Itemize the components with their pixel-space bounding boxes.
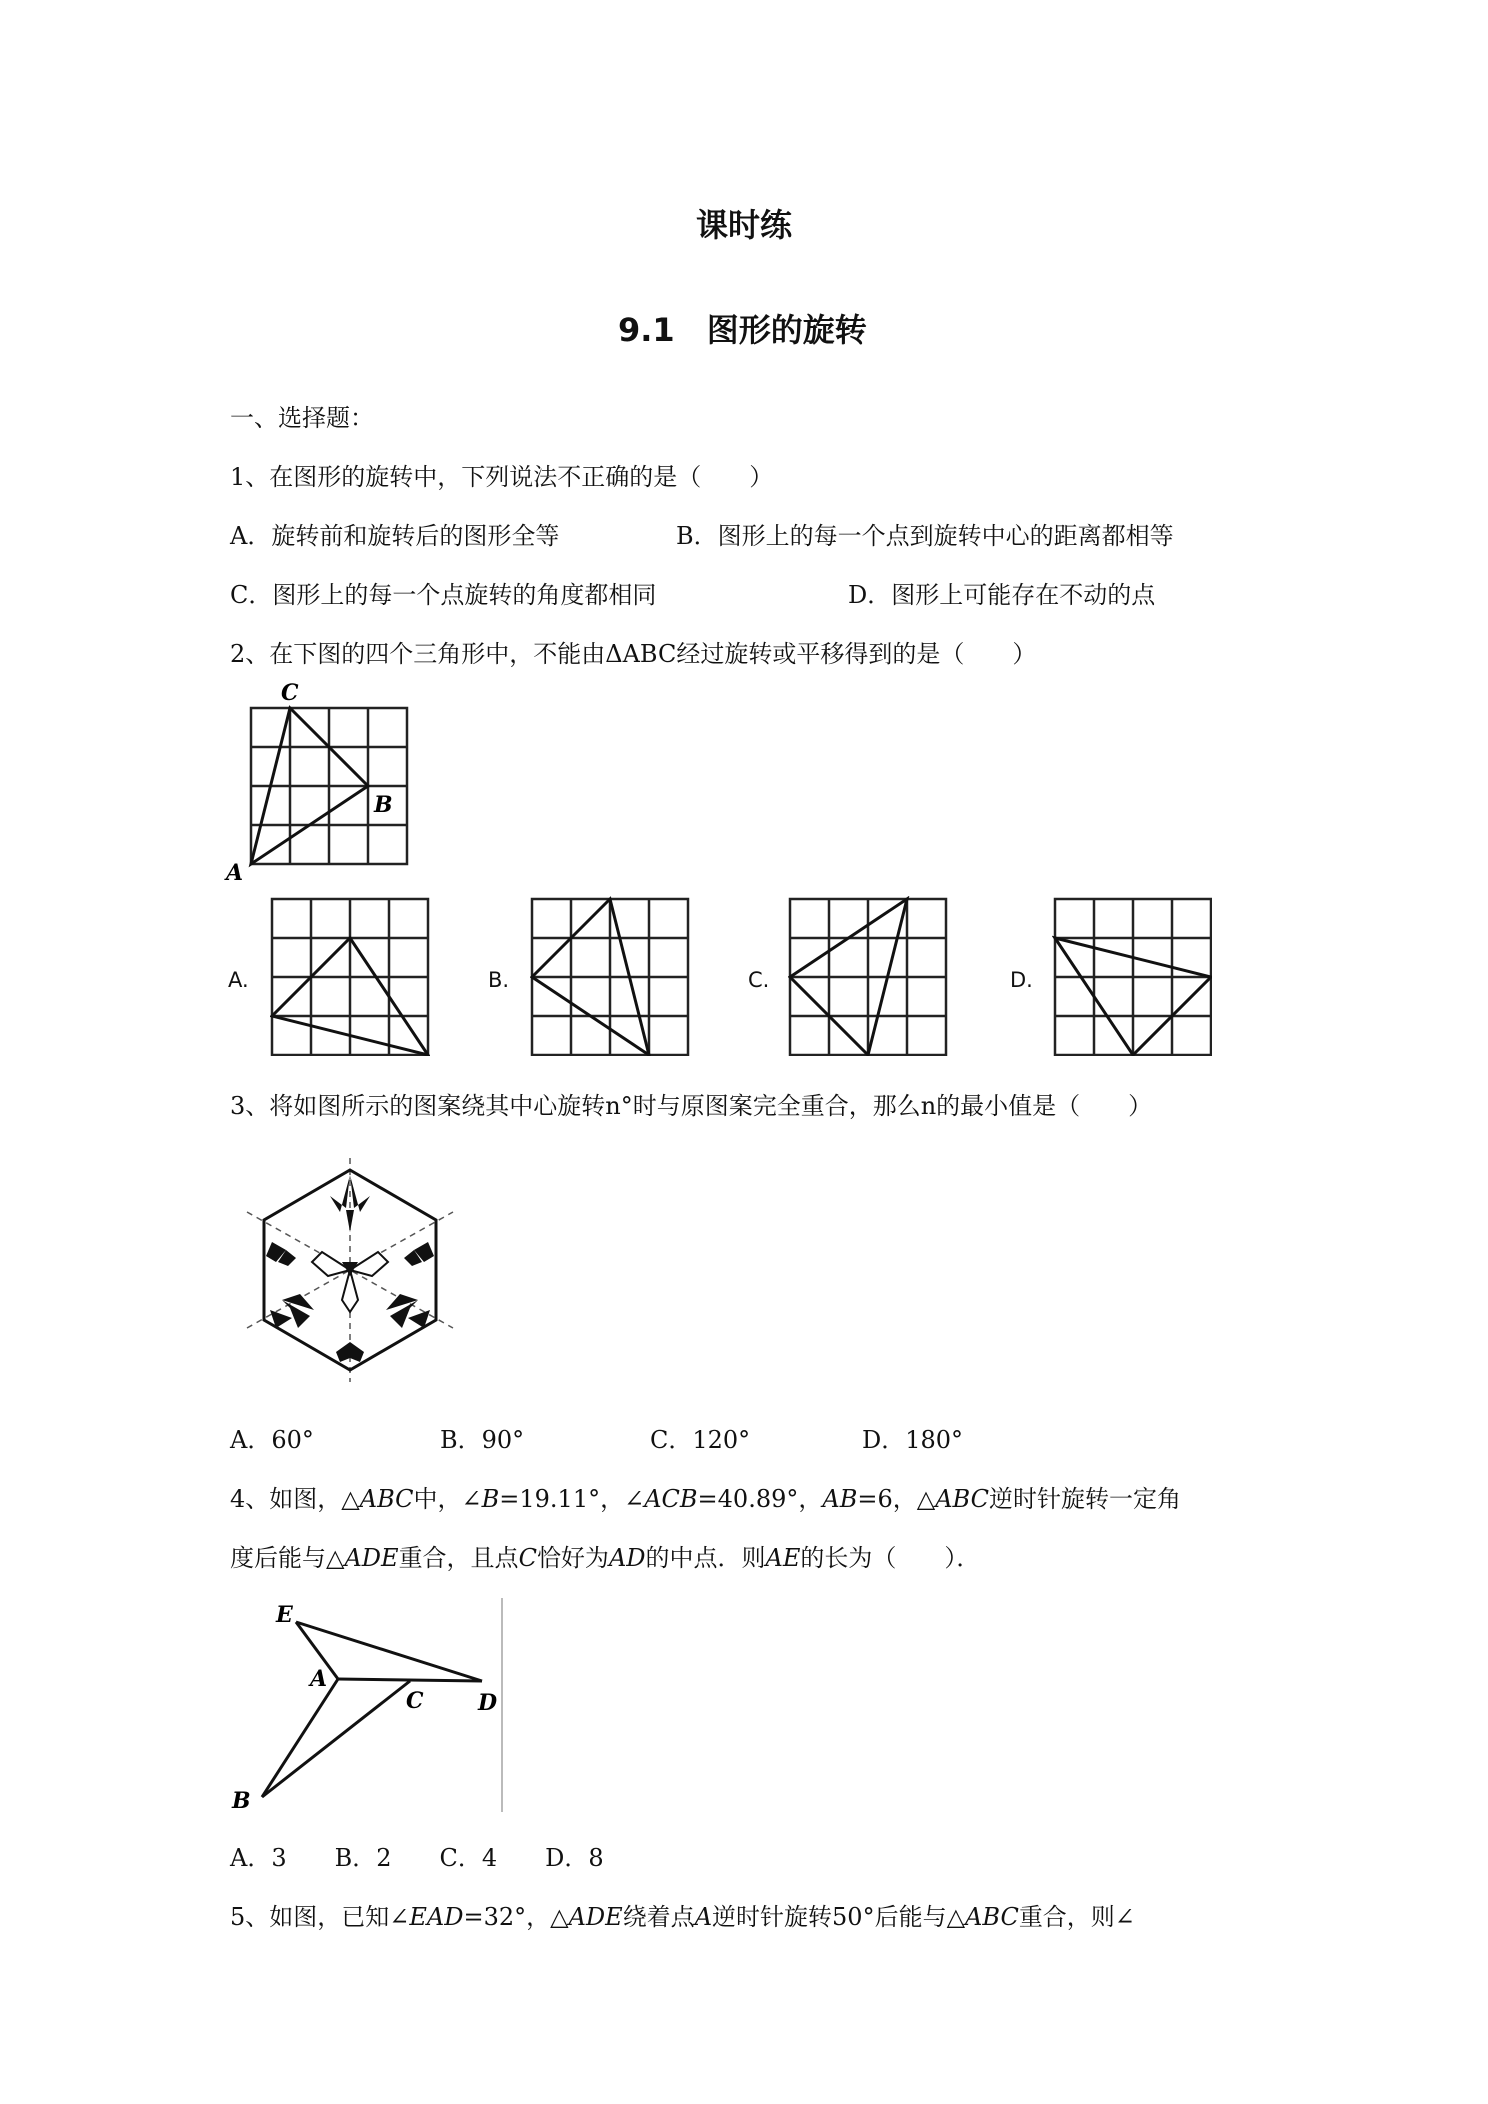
q4-text: =19.11°，∠ bbox=[499, 1485, 645, 1513]
q5-var: ABC bbox=[965, 1903, 1019, 1931]
q2-stem: 2、在下图的四个三角形中，不能由ΔABC经过旋转或平移得到的是（ ） bbox=[230, 640, 1037, 668]
q4-var: AB bbox=[822, 1485, 858, 1513]
q2-label-c: C bbox=[281, 680, 299, 706]
q4-options: A．3 B．2 C．4 D．8 bbox=[230, 1844, 604, 1872]
q4-text: 的中点．则 bbox=[645, 1544, 766, 1572]
section-heading: 一、选择题： bbox=[230, 404, 374, 432]
q4-triangle-figure bbox=[225, 1590, 515, 1820]
q4-var: AE bbox=[765, 1544, 801, 1572]
q2-reference-figure bbox=[222, 676, 422, 886]
q5-var: ADE bbox=[568, 1903, 623, 1931]
q4-label-e: E bbox=[276, 1602, 293, 1628]
q4-text: 4、如图，△ bbox=[230, 1485, 360, 1513]
q1-stem: 1、在图形的旋转中，下列说法不正确的是（ ） bbox=[230, 463, 774, 491]
q4-var: AD bbox=[608, 1544, 646, 1572]
q3-stem: 3、将如图所示的图案绕其中心旋转n°时与原图案完全重合，那么n的最小值是（ ） bbox=[230, 1092, 1153, 1120]
q5-text: =32°，△ bbox=[463, 1903, 569, 1931]
q5-text: 5、如图，已知∠ bbox=[230, 1903, 410, 1931]
q5-text: 重合，则∠ bbox=[1018, 1903, 1135, 1931]
q4-label-c: C bbox=[406, 1688, 424, 1714]
q2-label-a: A bbox=[226, 860, 244, 886]
q4-line1 bbox=[230, 1484, 1181, 1514]
q1-option-c: C．图形上的每一个点旋转的角度都相同 bbox=[230, 581, 657, 609]
q4-label-d: D bbox=[478, 1690, 498, 1716]
q3-option-a: A．60° bbox=[230, 1426, 314, 1454]
q2-option-c-figure bbox=[788, 896, 948, 1056]
q4-text: 重合，且点 bbox=[398, 1544, 519, 1572]
q4-var: ADE bbox=[344, 1544, 399, 1572]
q4-text: 恰好为 bbox=[536, 1544, 609, 1572]
q4-var: B bbox=[481, 1485, 500, 1513]
q3-option-c: C．120° bbox=[650, 1426, 751, 1454]
q2-option-b-label: B. bbox=[488, 968, 510, 992]
q4-text: 的长为（ ）． bbox=[800, 1544, 981, 1572]
q2-option-a-label: A. bbox=[228, 968, 249, 992]
q2-option-d-figure bbox=[1052, 896, 1212, 1056]
q2-option-b-figure bbox=[530, 896, 690, 1056]
q4-label-b: B bbox=[232, 1788, 251, 1814]
q4-label-a: A bbox=[310, 1666, 328, 1692]
q1-option-a: A．旋转前和旋转后的图形全等 bbox=[230, 522, 560, 550]
q5-line1 bbox=[230, 1902, 1135, 1932]
q4-text: =6，△ bbox=[857, 1485, 936, 1513]
q4-text: 逆时针旋转一定角 bbox=[988, 1485, 1181, 1513]
page-title: 课时练 bbox=[696, 206, 793, 244]
q4-var: ACB bbox=[644, 1485, 698, 1513]
q1-option-b: B．图形上的每一个点到旋转中心的距离都相等 bbox=[676, 522, 1174, 550]
q4-text: 度后能与△ bbox=[230, 1544, 345, 1572]
q5-var: A bbox=[694, 1903, 713, 1931]
q5-text: 绕着点 bbox=[622, 1903, 695, 1931]
q4-var: ABC bbox=[935, 1485, 989, 1513]
q4-text: 中，∠ bbox=[413, 1485, 482, 1513]
section-title: 9.1 图形的旋转 bbox=[618, 311, 867, 349]
q4-var: C bbox=[518, 1544, 537, 1572]
q3-hexagon-pattern bbox=[235, 1150, 465, 1390]
q4-text: =40.89°， bbox=[697, 1485, 823, 1513]
q2-label-b: B bbox=[374, 792, 393, 818]
q1-option-d: D．图形上可能存在不动的点 bbox=[848, 581, 1156, 609]
q3-option-d: D．180° bbox=[862, 1426, 964, 1454]
q2-option-d-label: D. bbox=[1010, 968, 1033, 992]
q2-option-a-figure bbox=[270, 896, 430, 1056]
q5-var: EAD bbox=[409, 1903, 464, 1931]
q4-line2 bbox=[230, 1543, 980, 1573]
q4-var: ABC bbox=[359, 1485, 414, 1513]
q3-option-b: B．90° bbox=[440, 1426, 525, 1454]
q5-text: 逆时针旋转50°后能与△ bbox=[712, 1903, 966, 1931]
q2-option-c-label: C. bbox=[748, 968, 770, 992]
